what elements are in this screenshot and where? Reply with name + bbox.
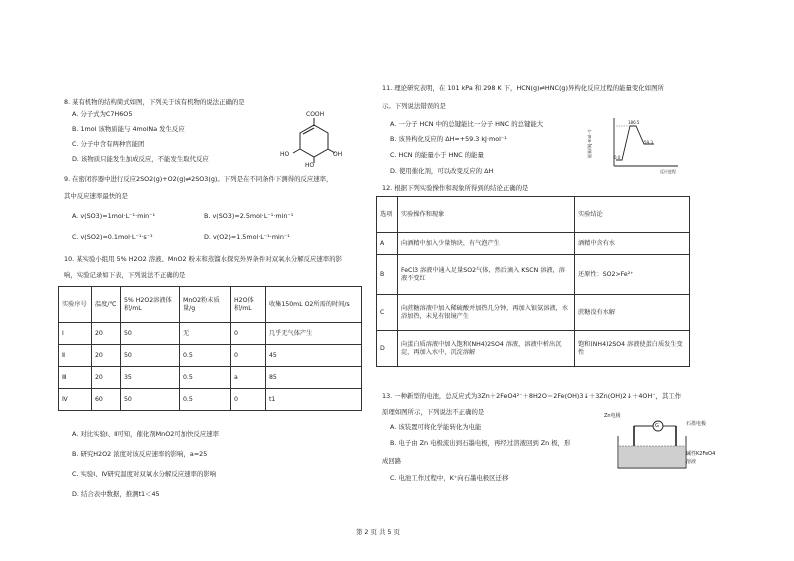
table-header: 选项: [377, 197, 398, 233]
table-cell: 35: [121, 367, 180, 389]
q13-graphite-label: 石墨电极: [686, 421, 707, 427]
table-header-row: [59, 287, 362, 323]
table-header: 实验操作和现象: [398, 197, 575, 233]
table-cell: B: [377, 255, 398, 295]
table-cell: Ⅱ: [59, 345, 92, 367]
q8-option-c: C. 分子中含有两种官能团: [72, 140, 145, 148]
q11-option-b: B. 该异构化反应的 ΔH=+59.3 kJ·mol⁻¹: [390, 135, 507, 143]
table-row: [377, 331, 690, 367]
q11-chart-ylabel: 能量/(kJ·mol⁻¹): [587, 129, 592, 158]
q10-option-b: B. 研究H2O2 浓度对该反应速率的影响，a=25: [72, 450, 208, 458]
table-cell: 50: [121, 389, 180, 411]
table-cell: 向蔗糖溶液中加入稀硫酸并加热几分钟，再加入银氨溶液，水浴加热，未见有银镜产生: [398, 295, 575, 331]
q13-solution-label-1: 碱性K2FeO4: [686, 451, 716, 457]
table-row: [59, 323, 362, 345]
table-cell: 饱和(NH4)2SO4 溶液使蛋白质发生变性: [575, 331, 690, 367]
q10-stem-b: 响，实验记录如下表，下列说法不正确的是: [64, 271, 186, 279]
q10-option-d: D. 结合表中数据，推测t1＜45: [72, 490, 160, 498]
q8-stem: 8. 某有机物的结构简式如图，下列关于该有机物的说法正确的是: [64, 98, 245, 106]
q13-stem-b: 原理如图所示，下列说法不正确的是: [382, 408, 485, 416]
table-row: [377, 295, 690, 331]
table-header-row: [377, 197, 690, 233]
table-cell: a: [231, 367, 266, 389]
table-cell: 向酒精中加入少量钠块，有气泡产生: [398, 233, 575, 255]
q11-option-d: D. 使用催化剂，可以改变反应的 ΔH: [390, 167, 494, 175]
table-cell: 20: [92, 323, 121, 345]
q11-option-a: A. 一分子 HCN 中的总键能比一分子 HNC 的总键能大: [390, 120, 544, 128]
q11-option-c: C. HCN 的能量小于 HNC 的能量: [390, 151, 484, 159]
q13-solution-label-2: 溶液: [686, 459, 697, 465]
table-cell: A: [377, 233, 398, 255]
q9-stem-a: 9. 在密闭容器中进行反应2SO2(g)+O2(g)⇌2SO3(g)。下列是在不同条件下测得的反应速率，: [64, 175, 333, 183]
q11-chart-label-mid: 59.3: [644, 140, 653, 145]
q8-label-ho2: HO: [305, 162, 315, 169]
table-cell: 向蛋白质溶液中加入饱和(NH4)2SO4 溶液，溶液中析出沉淀，再加入水中，沉淀溶解: [398, 331, 575, 367]
q13-option-b-cont: 成回路: [382, 457, 402, 465]
q10-table: [58, 286, 362, 411]
q13-zn-label: Zn电极: [604, 413, 621, 419]
table-cell: 50: [121, 323, 180, 345]
table-header: 温度/℃: [92, 287, 121, 323]
table-row: [59, 389, 362, 411]
q8-option-d: D. 该物质只能发生加成反应，不能发生取代反应: [72, 155, 209, 163]
table-cell: 0.5: [180, 345, 231, 367]
table-header: 5% H2O2溶液体积/mL: [121, 287, 180, 323]
q8-option-a: A. 分子式为C7H6O5: [72, 110, 133, 118]
table-row: [59, 367, 362, 389]
q11-stem-a: 11. 理论研究表明，在 101 kPa 和 298 K 下，HCN(g)⇌HNC(g)异构化反应过程的能量变化如图所: [382, 84, 664, 92]
table-cell: 85: [266, 367, 362, 389]
table-header: 实验序号: [59, 287, 92, 323]
q13-g-label: G: [655, 423, 659, 429]
q9-option-d: D. v(O2)=1.5mol·L⁻¹·min⁻¹: [204, 233, 290, 241]
page-footer: 第 2 页 共 5 页: [356, 528, 400, 536]
table-header: 收集150mL O2所需的时间/s: [266, 287, 362, 323]
table-cell: Ⅰ: [59, 323, 92, 345]
q12-table: [376, 196, 690, 367]
table-cell: FeCl3 溶液中通入足量SO2气体，然后滴入 KSCN 溶液，溶液不变红: [398, 255, 575, 295]
q13-option-b: B. 电子由 Zn 电极流出到石墨电极，再经过溶液回到 Zn 极，形: [390, 439, 571, 447]
table-cell: 蔗糖没有水解: [575, 295, 690, 331]
table-header: MnO2粉末质量/g: [180, 287, 231, 323]
q11-stem-b: 示。下列说法错误的是: [382, 102, 446, 110]
q9-option-c: C. v(SO2)=0.1mol·L⁻¹·s⁻¹: [72, 233, 153, 241]
table-cell: 0.5: [180, 367, 231, 389]
table-cell: 0.5: [180, 389, 231, 411]
q9-option-b: B. v(SO3)=2.5mol·L⁻¹·min⁻¹: [204, 212, 294, 220]
table-cell: 还原性：SO2>Fe²⁺: [575, 255, 690, 295]
table-row: [59, 345, 362, 367]
q13-stem-a: 13. 一种新型的电池，总反应式为3Zn＋2FeO4²⁻＋8H2O＝2Fe(OH)3↓＋3Zn(OH)2↓＋4OH⁻，其工作: [382, 392, 682, 400]
q10-option-c: C. 实验Ⅰ、Ⅳ研究温度对双氧水分解反应速率的影响: [72, 470, 217, 478]
q8-label-ho1: HO: [280, 151, 290, 158]
table-cell: t1: [266, 389, 362, 411]
q11-energy-diagram: [602, 114, 682, 176]
q9-stem-b: 其中反应速率最快的是: [64, 192, 128, 200]
table-header: 实验结论: [575, 197, 690, 233]
q8-label-cooh: COOH: [306, 111, 325, 118]
q9-option-a: A. v(SO3)=1mol·L⁻¹·min⁻¹: [72, 212, 156, 220]
q11-chart-xlabel: 反应进程: [660, 169, 676, 174]
q13-option-c: C. 电池工作过程中，K⁺向石墨电极区迁移: [390, 474, 509, 482]
table-cell: 60: [92, 389, 121, 411]
table-cell: 50: [121, 345, 180, 367]
q11-chart-label-zero: 0.0: [614, 155, 621, 160]
q11-chart-label-ts: 186.5: [628, 120, 640, 125]
table-cell: 几乎无气体产生: [266, 323, 362, 345]
table-cell: 无: [180, 323, 231, 345]
table-cell: 0: [231, 345, 266, 367]
table-header: H2O体积/mL: [231, 287, 266, 323]
table-cell: C: [377, 295, 398, 331]
table-cell: 45: [266, 345, 362, 367]
table-cell: 0: [231, 323, 266, 345]
table-cell: D: [377, 331, 398, 367]
q12-stem: 12. 根据下列实验操作和现象所得到的结论正确的是: [382, 184, 529, 192]
table-cell: 酒精中含有水: [575, 233, 690, 255]
table-row: [377, 255, 690, 295]
table-cell: Ⅲ: [59, 367, 92, 389]
table-cell: 20: [92, 367, 121, 389]
q10-stem-a: 10. 某实验小组用 5% H2O2 溶液、MnO2 粉末和蒸馏水探究外界条件对双氧水分解反应速率的影: [64, 255, 342, 263]
table-cell: 20: [92, 345, 121, 367]
table-cell: 0: [231, 389, 266, 411]
q8-label-oh: OH: [333, 151, 343, 158]
table-row: [377, 233, 690, 255]
q10-option-a: A. 对比实验Ⅰ、Ⅱ可知，催化剂MnO2可加快反应速率: [72, 430, 220, 438]
q8-option-b: B. 1mol 该物质能与 4molNa 发生反应: [72, 125, 185, 133]
table-cell: Ⅳ: [59, 389, 92, 411]
q13-option-a: A. 该装置可将化学能转化为电能: [390, 423, 482, 431]
